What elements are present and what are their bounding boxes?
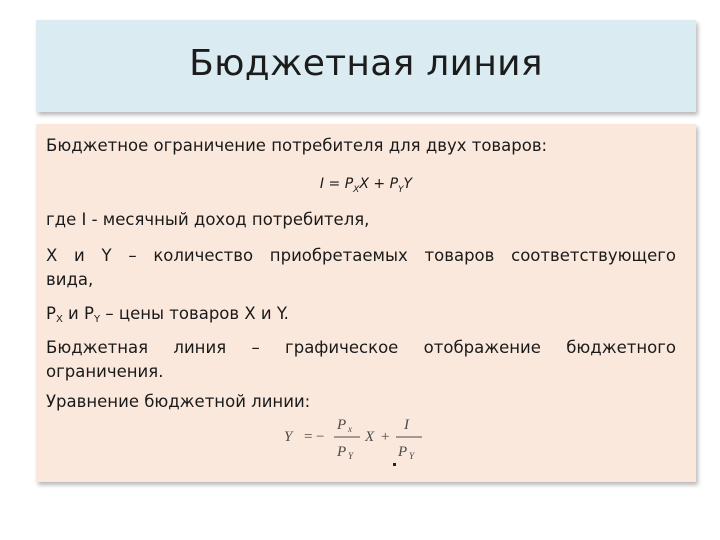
eq-equals: = bbox=[304, 429, 313, 445]
eq-minus: − bbox=[316, 429, 325, 445]
eq-num2: I bbox=[404, 417, 409, 433]
price-definition bbox=[46, 302, 676, 329]
equation-intro: Уравнение бюджетной линии: bbox=[46, 392, 311, 411]
eq-den2: P bbox=[398, 444, 408, 460]
eq-den1-sub: Y bbox=[348, 451, 354, 461]
formula-px-sub: X bbox=[353, 184, 360, 195]
budget-formula bbox=[36, 176, 696, 195]
eq-num1: P bbox=[337, 417, 347, 433]
price-py: P bbox=[84, 304, 94, 323]
eq-plus: + bbox=[381, 429, 390, 445]
budget-line-definition-line2: ограничения. bbox=[46, 362, 164, 381]
quantity-definition-line2: вида, bbox=[46, 270, 94, 289]
content-panel bbox=[36, 124, 696, 482]
title-panel bbox=[36, 20, 696, 112]
budget-constraint-intro: Бюджетное ограничение потребителя для двух товаров: bbox=[46, 136, 548, 155]
formula-income: I bbox=[319, 176, 325, 192]
eq-den2-sub: Y bbox=[409, 451, 415, 461]
slide-title: Бюджетная линия bbox=[189, 42, 543, 84]
price-px-sub: X bbox=[55, 314, 63, 325]
formula-x: X bbox=[359, 176, 369, 192]
eq-lhs: Y bbox=[284, 429, 293, 445]
price-rest: – цены товаров X и Y. bbox=[100, 304, 289, 323]
budget-line-equation bbox=[280, 410, 440, 466]
formula-py: P bbox=[389, 176, 399, 192]
price-and: и bbox=[62, 304, 85, 323]
eq-num1-sub: x bbox=[348, 424, 352, 434]
price-px: P bbox=[46, 304, 56, 323]
formula-py-sub: Y bbox=[398, 184, 404, 195]
formula-px: P bbox=[344, 176, 354, 192]
income-definition: где I - месячный доход потребителя, bbox=[46, 210, 370, 229]
formula-eq: = bbox=[324, 176, 345, 192]
eq-den1: P bbox=[337, 444, 347, 460]
price-py-sub: Y bbox=[93, 314, 101, 325]
quantity-definition-line1: X и Y – количество приобретаемых товаров соответствующего bbox=[46, 246, 676, 265]
equation-period-dot bbox=[393, 463, 396, 466]
formula-plus: + bbox=[368, 176, 390, 192]
eq-x: X bbox=[365, 429, 375, 445]
budget-line-definition-line1: Бюджетная линия – графическое отображение бюджетного bbox=[46, 338, 676, 357]
formula-y: Y bbox=[403, 176, 413, 192]
